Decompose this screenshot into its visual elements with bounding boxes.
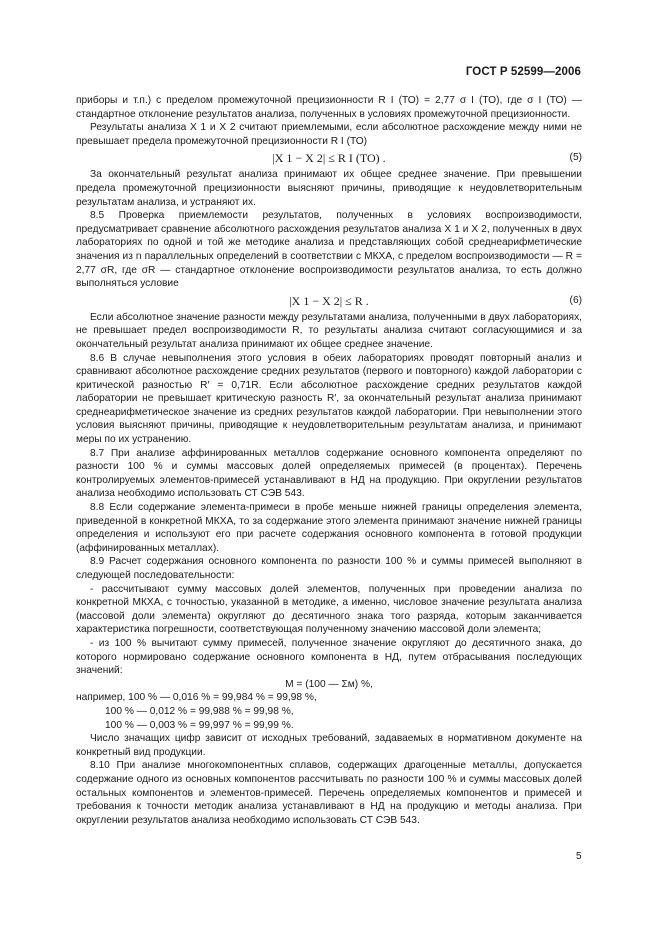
paragraph: 8.5 Проверка приемлемости результатов, полученных в условиях воспроизводимости, предусматривает сравнение абсолютного расхождения результатов анализа X 1 и X 2, полученных в двух лабораториях по одной и той же методике анализа и представляющих собой среднеарифметические значения из n параллельных определений в соответствии с МКХА, с пределом воспроизводимости — R = 2,77 σR, где σR — стандартное отклонение воспроизводимости результатов анализа, то есть должно выполняться условие [76,210,582,290]
formula-text: |X 1 − X 2| ≤ R I (ТО) . [272,151,386,166]
document-body [76,94,582,827]
paragraph: 8.7 При анализе аффинированных металлов содержание основного компонента определяют по разности 100 % и суммы массовых долей определяемых примесей (в процентах). Перечень контролируемых элементов-примесей устанавливают в НД на продукцию. При округлении результатов анализа необходимо использовать СТ СЭВ 543. [76,447,582,500]
formula-number: (6) [569,294,582,306]
paragraph: Результаты анализа X 1 и X 2 считают приемлемыми, если абсолютное расхождение между ними не превышает предела промежуточной прецизионности R I (ТО) [76,122,582,147]
example-line: 100 % — 0,003 % = 99,997 % = 99,99 %. [105,719,294,731]
formula-5 [76,148,582,168]
paragraph: Если абсолютное значение разности между результатами анализа, полученными в двух лабораториях, не превышает предел воспроизводимости R, то результаты анализа считают согласующимися и за окончательный результат анализа принимают их общее среднее значение. [76,311,582,350]
formula-text: |X 1 − X 2| ≤ R . [289,293,369,308]
example-line: 100 % — 0,012 % = 99,988 % = 99,98 %, [105,705,294,717]
page-number: 5 [576,851,582,862]
list-item: - из 100 % вычитают сумму примесей, полученное значение округляют до десятичного знака, до которого нормировано содержание основного компонента в НД, путем отбрасывания последующих значений: [76,637,582,677]
paragraph: 8.6 В случае невыполнения этого условия в обеих лабораториях проводят повторный анализ и сравнивают абсолютное расхождение средних результатов (первого и повторного) каждой лаборатории с критической разностью R′ = 0,71R. Если абсолютное расхождение средних результатов каждой лаборатории не превышает критическую разность R′, за окончательный результат анализа принимают среднеарифметическое значение из средних результатов каждой лаборатории. При невыполнении этого условия выясняют причины, приводящие к неудовлетворительным результатам анализа, и принимают меры по их устранению. [76,352,582,446]
formula-m: M = (100 — Σм) %, [285,678,373,690]
paragraph: приборы и т.п.) с пределом промежуточной прецизионности R I (ТО) = 2,77 σ I (ТО), где σ I (ТО) — стандартное отклонение результатов анализа, полученных в условиях промежуточной прецизионности. [76,95,582,120]
list-item: - рассчитывают сумму массовых долей элементов, полученных при проведении анализа по конкретной МКХА, с точностью, указанной в методике, а именно, числовое значение результата анализа (массовой доли элемента) округляют до десятичного знака того разряда, которым заканчивается характеристика погрешности, соответствующая полученному значению массовой доли элемента; [76,583,582,636]
paragraph: Число значащих цифр зависит от исходных требований, задаваемых в нормативном документе на конкретный вид продукции. [76,733,582,758]
paragraph: За окончательный результат анализа принимают их общее среднее значение. При превышении предела промежуточной прецизионности выясняют причины, приводящие к неудовлетворительным результатам анализа, и устраняют их. [76,169,582,208]
paragraph: 8.10 При анализе многокомпонентных сплавов, содержащих драгоценные металлы, допускается содержание одного из основных компонентов рассчитывать по разности 100 % и суммы массовых долей остальных компонентов и элементов-примесей. Перечень определяемых компонентов и примесей и требования к точности методик анализа устанавливают в НД на продукцию и методы анализа. При округлении результатов анализа необходимо использовать СТ СЭВ 543. [76,760,582,826]
paragraph: 8.9 Расчет содержания основного компонента по разности 100 % и суммы примесей выполняют в следующей последовательности: [76,556,582,581]
example-line: например, 100 % — 0,016 % = 99,984 % = 99,98 %, [76,692,317,704]
formula-number: (5) [569,152,582,164]
formula-6 [76,291,582,311]
paragraph: 8.8 Если содержание элемента-примеси в пробе меньше нижней границы определения элемента, приведенной в конкретной МКХА, то за содержание этого элемента принимают значение нижней границы определения и используют его при расчете содержания основного компонента в готовой продукции (аффинированных металлах). [76,502,582,554]
standard-code: ГОСТ Р 52599—2006 [465,66,581,78]
